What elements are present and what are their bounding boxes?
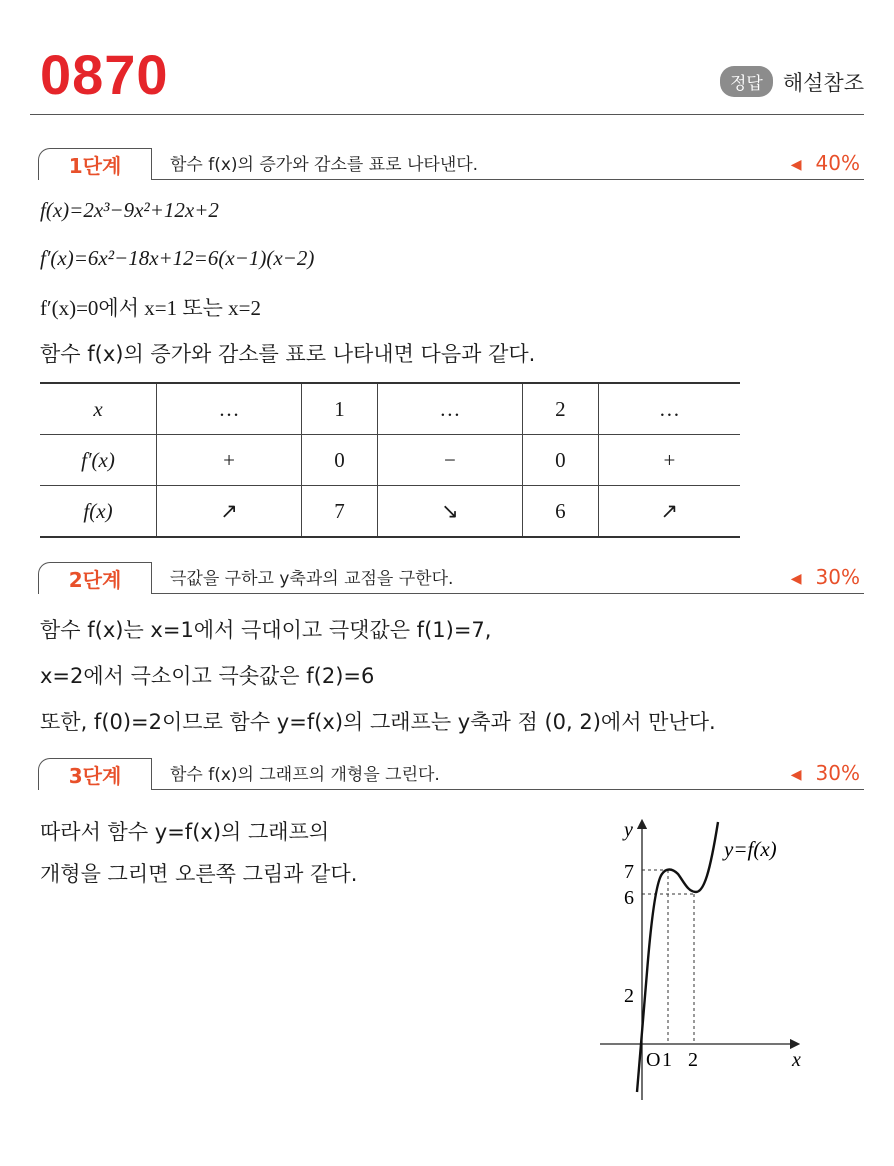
step-divider [38, 593, 864, 594]
table-cell: 0 [522, 435, 598, 486]
table-row-derivative [40, 435, 740, 486]
variation-table [40, 382, 740, 538]
x-tick-label: 1 [662, 1049, 672, 1071]
step-divider [38, 789, 864, 790]
table-row-x [40, 383, 740, 435]
y-intercept-text: 또한, f(0)=2이므로 함수 y=f(x)의 그래프는 y축과 점 (0, 2)에서 만난다. [40, 710, 716, 734]
function-graph [590, 812, 830, 1102]
y-axis-label: y [624, 819, 633, 841]
answer-reference-text: 해설참조 [782, 70, 864, 95]
table-row-function [40, 486, 740, 538]
step-3-header [38, 756, 864, 790]
local-min-text: x=2에서 극소이고 극솟값은 f(2)=6 [40, 664, 375, 688]
y-tick-label: 6 [624, 887, 634, 909]
step-3-percent-value: 30% [815, 761, 860, 785]
table-cell: + [157, 435, 302, 486]
step-3-tab: 3단계 [38, 758, 152, 790]
step-1-percent [791, 151, 860, 175]
table-cell: 6 [522, 486, 598, 538]
table-cell-increase-arrow-icon: ↗ [598, 486, 740, 538]
step-2-tab: 2단계 [38, 562, 152, 594]
function-definition: f(x)=2x³−9x²+12x+2 [40, 198, 219, 222]
left-triangle-icon: ◀ [790, 157, 802, 173]
graph-intro-line-1: 따라서 함수 y=f(x)의 그래프의 [40, 820, 330, 844]
step-1-tab: 1단계 [38, 148, 152, 180]
left-triangle-icon: ◀ [790, 571, 802, 587]
answer-reference [720, 66, 864, 97]
step-2-header [38, 560, 864, 594]
table-cell: + [598, 435, 740, 486]
x-tick-label: 2 [688, 1049, 698, 1071]
graph-intro-line-2: 개형을 그리면 오른쪽 그림과 같다. [40, 862, 358, 886]
step-1-description: 함수 f(x)의 증가와 감소를 표로 나타낸다. [170, 155, 479, 175]
table-cell: 1 [302, 383, 378, 435]
critical-points: f′(x)=0에서 x=1 또는 x=2 [40, 296, 261, 320]
table-cell: − [377, 435, 522, 486]
left-triangle-icon: ◀ [790, 767, 802, 783]
table-cell: … [377, 383, 522, 435]
problem-number: 0870 [40, 43, 169, 106]
dashed-guides [642, 870, 694, 1044]
table-cell: 7 [302, 486, 378, 538]
table-cell: 0 [302, 435, 378, 486]
table-cell-increase-arrow-icon: ↗ [157, 486, 302, 538]
y-tick-label: 2 [624, 985, 634, 1007]
step-divider [38, 179, 864, 180]
table-cell: 2 [522, 383, 598, 435]
table-cell: … [157, 383, 302, 435]
header-divider [30, 114, 864, 115]
step-2-percent-value: 30% [815, 565, 860, 589]
step-2-percent [791, 565, 860, 589]
step-1-percent-value: 40% [815, 151, 860, 175]
step-2-description: 극값을 구하고 y축과의 교점을 구한다. [170, 569, 454, 589]
table-cell-decrease-arrow-icon: ↘ [377, 486, 522, 538]
step-1-header [38, 146, 864, 180]
step-3-description: 함수 f(x)의 그래프의 개형을 그린다. [170, 765, 440, 785]
table-cell: f(x) [40, 486, 157, 538]
y-tick-label: 7 [624, 861, 634, 883]
curve-label: y=f(x) [724, 837, 777, 861]
answer-badge: 정답 [720, 66, 773, 97]
table-cell: f′(x) [40, 435, 157, 486]
table-intro: 함수 f(x)의 증가와 감소를 표로 나타내면 다음과 같다. [40, 342, 536, 366]
table-cell: x [40, 383, 157, 435]
local-max-text: 함수 f(x)는 x=1에서 극대이고 극댓값은 f(1)=7, [40, 618, 492, 642]
derivative: f′(x)=6x²−18x+12=6(x−1)(x−2) [40, 246, 315, 270]
origin-label: O [646, 1049, 661, 1071]
x-axis-label: x [792, 1049, 801, 1071]
table-cell: … [598, 383, 740, 435]
step-3-percent [791, 761, 860, 785]
